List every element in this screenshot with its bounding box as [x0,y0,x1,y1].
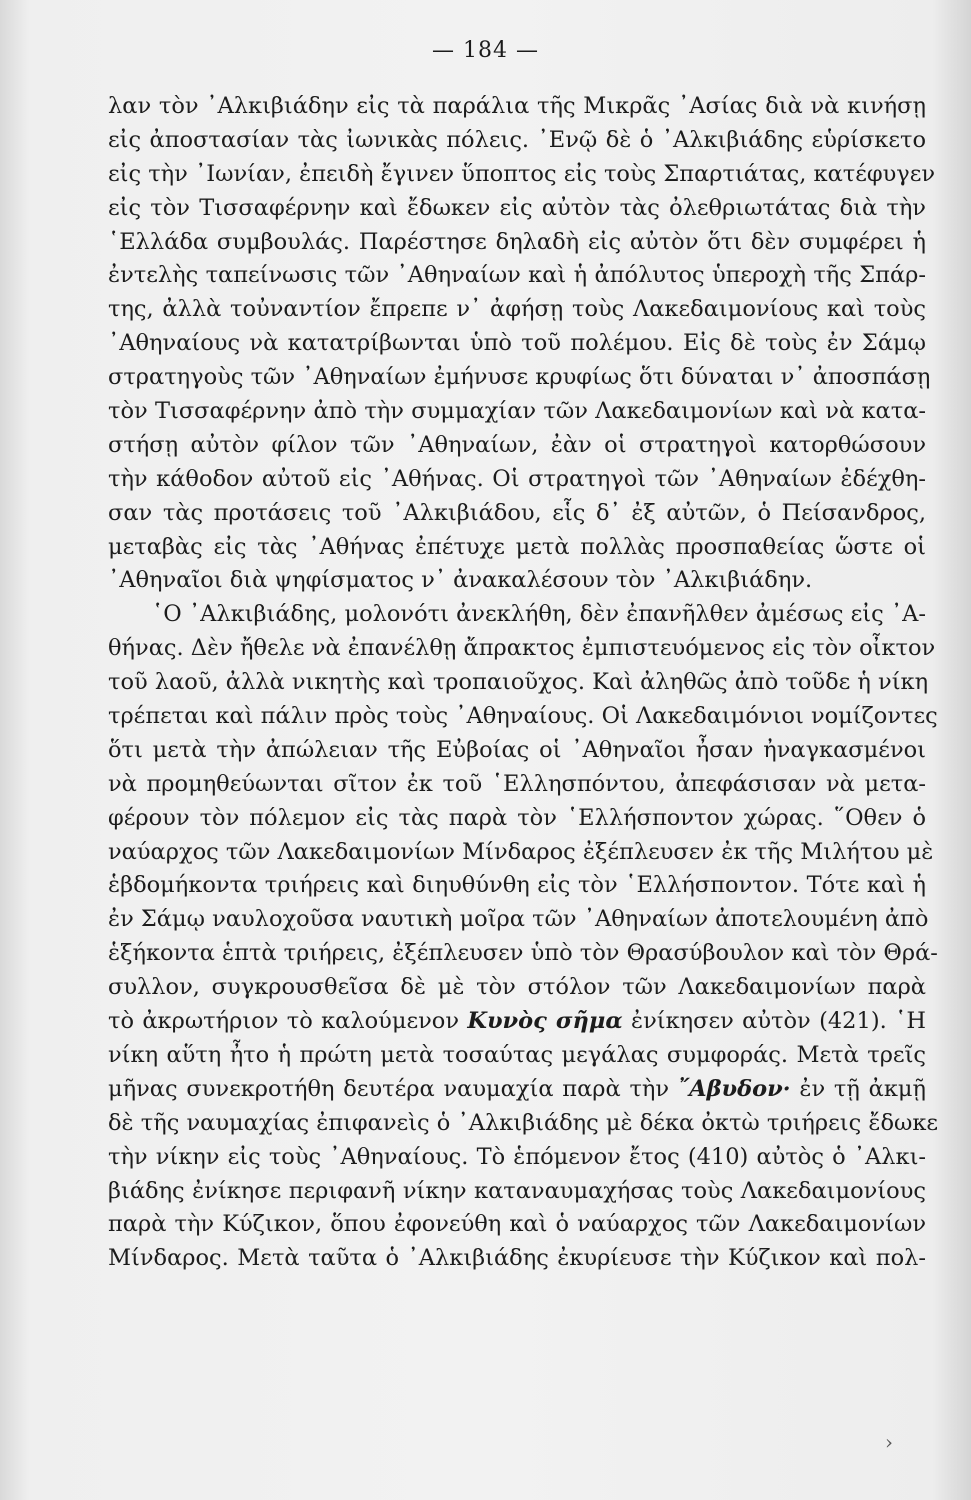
text-line: εἰς τὸν Τισσαφέρνην καὶ ἔδωκεν εἰς αὐτὸν τὰς ὀλεθριωτάτας διὰ τὴν [108,194,926,221]
text-line-with-emphasis [108,1005,926,1039]
text-line: τρέπεται καὶ πάλιν πρὸς τοὺς ᾿Αθηναίους. Οἱ Λακεδαιμόνιοι νομίζοντες [108,703,938,730]
text-line: τὴν νίκην εἰς τοὺς ᾿Αθηναίους. Τὸ ἑπόμενον ἔτος (410) αὐτὸς ὁ ᾿Αλκι- [108,1143,926,1170]
line-text: τὸ ἀκρωτήριον τὸ καλούμενον [108,1008,468,1035]
text-line: θήνας. Δὲν ἤθελε νὰ ἐπανέλθῃ ἄπρακτος ἐμπιστευόμενος εἰς τὸν οἶκτον [108,635,936,662]
line-text: ἐνίκησεν αὐτὸν (421). ῾Η [622,1008,926,1035]
text-line: ἑξήκοντα ἑπτὰ τριήρεις, ἐξέπλευσεν ὑπὸ τὸν Θρασύβουλον καὶ τὸν Θρά- [108,940,938,967]
page-number: — 184 — [432,38,539,63]
body-text [108,90,939,1276]
paragraph-start-line: ῾Ο ᾿Αλκιβιάδης, μολονότι ἀνεκλήθη, δὲν ἐπανῆλθεν ἀμέσως εἰς ᾿Α- [152,601,926,628]
text-line: ᾿Αθηναίους νὰ κατατρίβωνται ὑπὸ τοῦ πολέμου. Εἰς δὲ τοὺς ἐν Σάμῳ [108,330,926,357]
text-line: ναύαρχος τῶν Λακεδαιμονίων Μίνδαρος ἐξέπλευσεν ἐκ τῆς Μιλήτου μὲ [108,838,934,865]
text-line: νίκη αὕτη ἦτο ἡ πρώτη μετὰ τοσαύτας μεγάλας συμφοράς. Μετὰ τρεῖς [108,1041,926,1068]
text-line: ἑβδομήκοντα τριήρεις καὶ διηυθύνθη εἰς τὸν ῾Ελλήσποντον. Τότε καὶ ἡ [108,872,926,899]
text-line: δὲ τῆς ναυμαχίας ἐπιφανεὶς ὁ ᾿Αλκιβιάδης μὲ δέκα ὀκτὼ τριήρεις ἔδωκε [108,1109,939,1136]
text-line: της, ἀλλὰ τοὐναντίον ἔπρεπε ν᾿ ἀφήσῃ τοὺς Λακεδαιμονίους καὶ τοὺς [108,296,926,323]
text-line-with-emphasis [108,1073,926,1107]
text-line: τὸν Τισσαφέρνην ἀπὸ τὴν συμμαχίαν τῶν Λακεδαιμονίων καὶ νὰ κατα- [108,398,926,425]
paragraph-end-line: ᾿Αθηναῖοι διὰ ψηφίσματος ν᾿ ἀνακαλέσουν τὸν ᾿Αλκιβιάδην. [108,567,813,594]
text-line: ἐντελὴς ταπείνωσις τῶν ᾿Αθηναίων καὶ ἡ ἀπόλυτος ὑπεροχὴ τῆς Σπάρ- [108,262,926,289]
text-line: τὴν κάθοδον αὐτοῦ εἰς ᾿Αθήνας. Οἱ στρατηγοὶ τῶν ᾿Αθηναίων ἐδέχθη- [108,465,926,492]
line-text: ἐν τῇ ἀκμῇ [790,1075,926,1102]
text-line: φέρουν τὸν πόλεμον εἰς τὰς παρὰ τὸν ῾Ελλήσποντον χώρας. ῞Οθεν ὁ [108,804,926,831]
text-line: λαν τὸν ᾿Αλκιβιάδην εἰς τὰ παράλια τῆς Μικρᾶς ᾿Ασίας διὰ νὰ κινήσῃ [108,93,926,119]
text-line: στρατηγοὺς τῶν ᾿Αθηναίων ἐμήνυσε κρυφίως ὅτι δύναται ν᾿ ἀποσπάσῃ [108,364,931,391]
emphasized-term: ῎Αβυδον· [677,1075,791,1102]
text-line: ἐν Σάμῳ ναυλοχοῦσα ναυτικὴ μοῖρα τῶν ᾿Αθηναίων ἀποτελουμένη ἀπὸ [108,906,929,933]
text-line: εἰς ἀποστασίαν τὰς ἰωνικὰς πόλεις. ᾿Ενῷ δὲ ὁ ᾿Αλκιβιάδης εὑρίσκετο [108,126,926,153]
corner-mark: › [885,1430,893,1454]
text-line: νὰ προμηθεύωνται σῖτον ἐκ τοῦ ῾Ελλησπόντου, ἀπεφάσισαν νὰ μετα- [108,770,926,797]
text-line: μεταβὰς εἰς τὰς ᾿Αθήνας ἐπέτυχε μετὰ πολλὰς προσπαθείας ὥστε οἱ [108,533,926,560]
line-text: μῆνας συνεκροτήθη δευτέρα ναυμαχία παρὰ τὴν [108,1075,678,1102]
text-line: παρὰ τὴν Κύζικον, ὅπου ἐφονεύθη καὶ ὁ ναύαρχος τῶν Λακεδαιμονίων [108,1211,926,1238]
text-line: σαν τὰς προτάσεις τοῦ ᾿Αλκιβιάδου, εἷς δ᾿ ἐξ αὐτῶν, ὁ Πείσανδρος, [108,499,926,526]
text-line: τοῦ λαοῦ, ἀλλὰ νικητὴς καὶ τροπαιοῦχος. Καὶ ἀληθῶς ἀπὸ τοῦδε ἡ νίκη [108,669,929,696]
text-line: Μίνδαρος. Μετὰ ταῦτα ὁ ᾿Αλκιβιάδης ἐκυρίευσε τὴν Κύζικον καὶ πολ- [108,1245,926,1272]
text-line: στήσῃ αὐτὸν φίλον τῶν ᾿Αθηναίων, ἐὰν οἱ στρατηγοὶ κατορθώσουν [108,431,926,458]
text-line: βιάδης ἐνίκησε περιφανῆ νίκην καταναυμαχήσας τοὺς Λακεδαιμονίους [108,1177,926,1204]
text-line: ῾Ελλάδα συμβουλάς. Παρέστησε δηλαδὴ εἰς αὐτὸν ὅτι δὲν συμφέρει ἡ [108,228,926,255]
text-line: συλλον, συγκρουσθεῖσα δὲ μὲ τὸν στόλον τῶν Λακεδαιμονίων παρὰ [108,974,926,1001]
text-line: εἰς τὴν ᾿Ιωνίαν, ἐπειδὴ ἔγινεν ὕποπτος εἰς τοὺς Σπαρτιάτας, κατέφυγεν [108,160,936,187]
emphasized-term: Κυνὸς σῆμα [467,1008,623,1035]
text-line: ὅτι μετὰ τὴν ἀπώλειαν τῆς Εὐβοίας οἱ ᾿Αθηναῖοι ἦσαν ἠναγκασμένοι [108,736,926,763]
